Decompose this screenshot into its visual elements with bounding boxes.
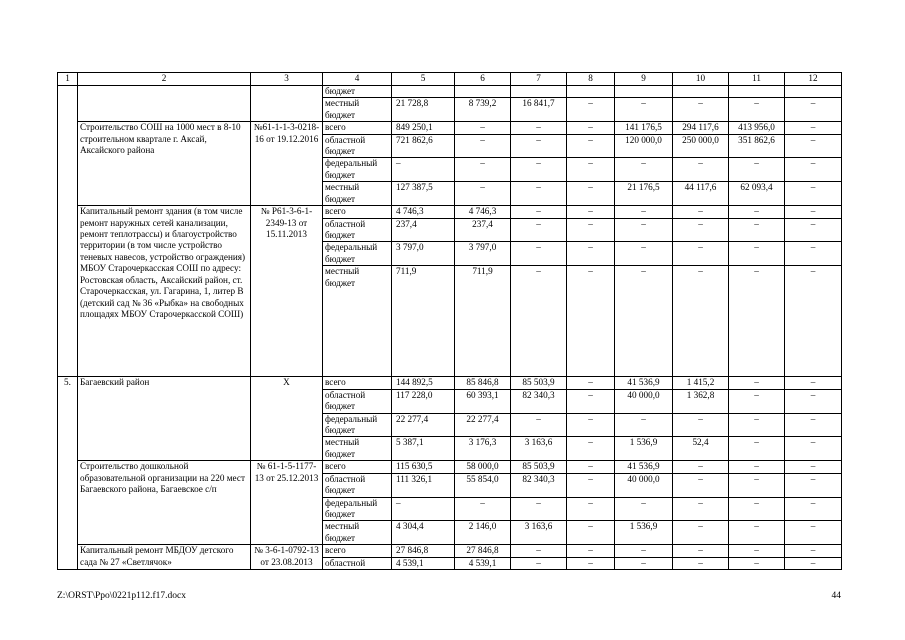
value-cell: – bbox=[615, 266, 673, 377]
value-cell: 849 250,1 bbox=[392, 122, 455, 134]
document-number-cell bbox=[251, 86, 323, 122]
value-cell: – bbox=[392, 497, 455, 521]
value-cell: – bbox=[511, 266, 567, 377]
value-cell: 144 892,5 bbox=[392, 377, 455, 389]
value-cell: – bbox=[673, 206, 729, 218]
value-cell: 120 000,0 bbox=[615, 134, 673, 158]
funding-source-cell: всего bbox=[323, 545, 392, 557]
funding-source-cell: областной bbox=[323, 557, 392, 569]
header-cell: 6 bbox=[455, 73, 511, 86]
value-cell: – bbox=[673, 413, 729, 437]
value-cell: 27 846,8 bbox=[392, 545, 455, 557]
value-cell: 85 503,9 bbox=[511, 461, 567, 473]
value-cell: – bbox=[729, 437, 785, 461]
value-cell: – bbox=[511, 497, 567, 521]
header-cell: 11 bbox=[729, 73, 785, 86]
value-cell: 85 503,9 bbox=[511, 377, 567, 389]
object-name-cell: Капитальный ремонт здания (в том числе ремонт наружных сетей канализации, ремонт теплотрассы) и благоустройство территории (в том числе устройство теневых навесов, устройство ограждения) МБОУ Старочеркасская СОШ по адресу: Ростовская область, Аксайский район, ст. Старочеркасская, ул. Гагарина, 1, литер В (детский сад № 36 «Рыбка» на свободных площадях МБОУ Старочеркасской СОШ) bbox=[78, 206, 251, 377]
value-cell: 4 539,1 bbox=[455, 557, 511, 569]
object-name-cell: Капитальный ремонт МБДОУ детского сада № 27 «Светлячок» bbox=[78, 545, 251, 570]
value-cell: – bbox=[455, 158, 511, 182]
value-cell: – bbox=[511, 242, 567, 266]
value-cell: 44 117,6 bbox=[673, 182, 729, 206]
value-cell: 85 846,8 bbox=[455, 377, 511, 389]
funding-source-cell: федеральный бюджет bbox=[323, 158, 392, 182]
value-cell: 351 862,6 bbox=[729, 134, 785, 158]
value-cell: – bbox=[567, 206, 615, 218]
value-cell: – bbox=[729, 473, 785, 497]
value-cell: 62 093,4 bbox=[729, 182, 785, 206]
value-cell bbox=[455, 86, 511, 98]
footer-file-path: Z:\ORST\Ppo\0221p112.f17.docx bbox=[57, 591, 186, 601]
value-cell: 1 415,2 bbox=[673, 377, 729, 389]
value-cell: – bbox=[785, 206, 842, 218]
value-cell: – bbox=[729, 266, 785, 377]
value-cell: 4 304,4 bbox=[392, 521, 455, 545]
funding-source-cell: местный бюджет bbox=[323, 437, 392, 461]
value-cell: – bbox=[615, 242, 673, 266]
budget-table bbox=[57, 72, 842, 570]
value-cell: 3 797,0 bbox=[392, 242, 455, 266]
value-cell: – bbox=[785, 497, 842, 521]
value-cell: 82 340,3 bbox=[511, 389, 567, 413]
value-cell: – bbox=[567, 497, 615, 521]
value-cell: – bbox=[615, 545, 673, 557]
value-cell: 27 846,8 bbox=[455, 545, 511, 557]
value-cell: – bbox=[615, 206, 673, 218]
value-cell: – bbox=[785, 98, 842, 122]
object-name-cell: Строительство СОШ на 1000 мест в 8-10 строительном квартале г. Аксай, Аксайского района bbox=[78, 122, 251, 206]
value-cell: 40 000,0 bbox=[615, 473, 673, 497]
value-cell: – bbox=[729, 206, 785, 218]
value-cell: – bbox=[729, 461, 785, 473]
value-cell: – bbox=[455, 134, 511, 158]
value-cell: – bbox=[567, 98, 615, 122]
header-cell: 3 bbox=[251, 73, 323, 86]
funding-source-cell: федеральный бюджет bbox=[323, 413, 392, 437]
value-cell: – bbox=[567, 413, 615, 437]
value-cell: – bbox=[785, 437, 842, 461]
value-cell: – bbox=[729, 377, 785, 389]
value-cell: 117 228,0 bbox=[392, 389, 455, 413]
value-cell: 413 956,0 bbox=[729, 122, 785, 134]
value-cell: 8 739,2 bbox=[455, 98, 511, 122]
funding-source-cell: областной бюджет bbox=[323, 218, 392, 242]
value-cell: – bbox=[785, 242, 842, 266]
value-cell: – bbox=[785, 377, 842, 389]
document-table-container bbox=[57, 72, 841, 570]
value-cell: – bbox=[567, 158, 615, 182]
value-cell: 16 841,7 bbox=[511, 98, 567, 122]
value-cell: – bbox=[567, 122, 615, 134]
value-cell: – bbox=[673, 218, 729, 242]
value-cell: 55 854,0 bbox=[455, 473, 511, 497]
value-cell: – bbox=[511, 122, 567, 134]
value-cell: – bbox=[729, 389, 785, 413]
value-cell: – bbox=[673, 266, 729, 377]
value-cell: – bbox=[785, 545, 842, 557]
value-cell: – bbox=[567, 437, 615, 461]
value-cell: – bbox=[673, 473, 729, 497]
value-cell: – bbox=[673, 98, 729, 122]
value-cell: – bbox=[567, 545, 615, 557]
value-cell: – bbox=[785, 134, 842, 158]
value-cell: – bbox=[567, 377, 615, 389]
header-cell: 7 bbox=[511, 73, 567, 86]
value-cell: – bbox=[567, 389, 615, 413]
value-cell: – bbox=[567, 521, 615, 545]
object-name-cell: Багаевский район bbox=[78, 377, 251, 461]
value-cell: – bbox=[615, 557, 673, 569]
header-cell: 9 bbox=[615, 73, 673, 86]
value-cell: 237,4 bbox=[392, 218, 455, 242]
page-number: 44 bbox=[831, 591, 841, 601]
value-cell: – bbox=[785, 413, 842, 437]
value-cell: 22 277,4 bbox=[455, 413, 511, 437]
value-cell: – bbox=[729, 557, 785, 569]
value-cell: – bbox=[673, 557, 729, 569]
value-cell: – bbox=[785, 182, 842, 206]
funding-source-cell: федеральный бюджет bbox=[323, 497, 392, 521]
value-cell: 41 536,9 bbox=[615, 377, 673, 389]
value-cell: 5 387,1 bbox=[392, 437, 455, 461]
value-cell bbox=[392, 86, 455, 98]
value-cell: 3 163,6 bbox=[511, 437, 567, 461]
header-row bbox=[58, 73, 842, 86]
value-cell: – bbox=[785, 521, 842, 545]
value-cell: 250 000,0 bbox=[673, 134, 729, 158]
funding-source-cell: всего bbox=[323, 461, 392, 473]
value-cell: 711,9 bbox=[455, 266, 511, 377]
value-cell: – bbox=[785, 218, 842, 242]
value-cell: 1 362,8 bbox=[673, 389, 729, 413]
value-cell: – bbox=[729, 521, 785, 545]
value-cell: 4 746,3 bbox=[392, 206, 455, 218]
value-cell: 115 630,5 bbox=[392, 461, 455, 473]
table-row bbox=[58, 86, 842, 98]
header-cell: 12 bbox=[785, 73, 842, 86]
value-cell: 1 536,9 bbox=[615, 437, 673, 461]
value-cell: – bbox=[511, 158, 567, 182]
row-number-cell bbox=[58, 86, 78, 377]
value-cell: 60 393,1 bbox=[455, 389, 511, 413]
value-cell: 127 387,5 bbox=[392, 182, 455, 206]
table-body bbox=[58, 86, 842, 570]
header-cell: 4 bbox=[323, 73, 392, 86]
value-cell: 141 176,5 bbox=[615, 122, 673, 134]
value-cell: – bbox=[673, 497, 729, 521]
value-cell: – bbox=[392, 158, 455, 182]
value-cell: – bbox=[785, 158, 842, 182]
value-cell bbox=[785, 86, 842, 98]
value-cell: – bbox=[729, 218, 785, 242]
value-cell: 3 176,3 bbox=[455, 437, 511, 461]
document-number-cell: № 61-1-5-1177-13 от 25.12.2013 bbox=[251, 461, 323, 545]
value-cell: – bbox=[729, 242, 785, 266]
document-number-cell: № 3-6-1-0792-13 от 23.08.2013 bbox=[251, 545, 323, 570]
value-cell: 58 000,0 bbox=[455, 461, 511, 473]
value-cell: – bbox=[729, 413, 785, 437]
value-cell: – bbox=[455, 182, 511, 206]
value-cell: – bbox=[567, 134, 615, 158]
value-cell: – bbox=[729, 497, 785, 521]
value-cell: – bbox=[511, 206, 567, 218]
value-cell: – bbox=[729, 98, 785, 122]
value-cell: – bbox=[455, 497, 511, 521]
value-cell: – bbox=[785, 389, 842, 413]
funding-source-cell: всего bbox=[323, 122, 392, 134]
value-cell: – bbox=[615, 413, 673, 437]
value-cell: – bbox=[785, 473, 842, 497]
value-cell: – bbox=[567, 218, 615, 242]
value-cell: 2 146,0 bbox=[455, 521, 511, 545]
document-number-cell: Х bbox=[251, 377, 323, 461]
funding-source-cell: федеральный бюджет bbox=[323, 242, 392, 266]
value-cell: – bbox=[615, 98, 673, 122]
value-cell: – bbox=[785, 461, 842, 473]
value-cell: 3 163,6 bbox=[511, 521, 567, 545]
value-cell: 82 340,3 bbox=[511, 473, 567, 497]
value-cell: 4 746,3 bbox=[455, 206, 511, 218]
document-number-cell: №61-1-1-3-0218-16 от 19.12.2016 bbox=[251, 122, 323, 206]
value-cell: – bbox=[785, 266, 842, 377]
value-cell: – bbox=[615, 158, 673, 182]
value-cell: – bbox=[511, 545, 567, 557]
value-cell: 237,4 bbox=[455, 218, 511, 242]
header-cell: 10 bbox=[673, 73, 729, 86]
table-row bbox=[58, 206, 842, 218]
value-cell: – bbox=[511, 218, 567, 242]
value-cell: – bbox=[511, 134, 567, 158]
value-cell: – bbox=[567, 266, 615, 377]
table-row bbox=[58, 461, 842, 473]
value-cell: – bbox=[511, 413, 567, 437]
value-cell: 52,4 bbox=[673, 437, 729, 461]
value-cell: 40 000,0 bbox=[615, 389, 673, 413]
value-cell: – bbox=[511, 557, 567, 569]
funding-source-cell: местный бюджет bbox=[323, 266, 392, 377]
header-cell: 5 bbox=[392, 73, 455, 86]
table-row bbox=[58, 377, 842, 389]
table-row bbox=[58, 122, 842, 134]
value-cell: – bbox=[455, 122, 511, 134]
value-cell: – bbox=[567, 473, 615, 497]
value-cell: – bbox=[567, 557, 615, 569]
value-cell: 22 277,4 bbox=[392, 413, 455, 437]
funding-source-cell: всего bbox=[323, 206, 392, 218]
object-name-cell: Строительство дошкольной образовательной организации на 220 мест Багаевского района, Багаевское с/п bbox=[78, 461, 251, 545]
object-name-cell bbox=[78, 86, 251, 122]
value-cell: – bbox=[567, 182, 615, 206]
header-cell: 1 bbox=[58, 73, 78, 86]
value-cell: – bbox=[673, 545, 729, 557]
value-cell bbox=[729, 86, 785, 98]
value-cell: 721 862,6 bbox=[392, 134, 455, 158]
value-cell: 711,9 bbox=[392, 266, 455, 377]
value-cell bbox=[567, 86, 615, 98]
funding-source-cell: местный бюджет bbox=[323, 521, 392, 545]
value-cell: – bbox=[567, 461, 615, 473]
value-cell: – bbox=[673, 158, 729, 182]
funding-source-cell: областной бюджет bbox=[323, 473, 392, 497]
funding-source-cell: местный бюджет bbox=[323, 182, 392, 206]
value-cell: 4 539,1 bbox=[392, 557, 455, 569]
funding-source-cell: областной бюджет bbox=[323, 134, 392, 158]
value-cell: 294 117,6 bbox=[673, 122, 729, 134]
value-cell: – bbox=[673, 461, 729, 473]
value-cell: 41 536,9 bbox=[615, 461, 673, 473]
value-cell: 111 326,1 bbox=[392, 473, 455, 497]
value-cell: – bbox=[673, 521, 729, 545]
value-cell: 1 536,9 bbox=[615, 521, 673, 545]
value-cell bbox=[615, 86, 673, 98]
value-cell: – bbox=[511, 182, 567, 206]
header-cell: 8 bbox=[567, 73, 615, 86]
funding-source-cell: местный бюджет bbox=[323, 98, 392, 122]
value-cell: – bbox=[729, 545, 785, 557]
value-cell: – bbox=[567, 242, 615, 266]
value-cell: 3 797,0 bbox=[455, 242, 511, 266]
value-cell: – bbox=[615, 218, 673, 242]
row-number-cell: 5. bbox=[58, 377, 78, 570]
value-cell: – bbox=[673, 242, 729, 266]
value-cell: 21 728,8 bbox=[392, 98, 455, 122]
funding-source-cell: бюджет bbox=[323, 86, 392, 98]
value-cell bbox=[511, 86, 567, 98]
value-cell: – bbox=[729, 158, 785, 182]
value-cell: – bbox=[615, 497, 673, 521]
document-number-cell: № Р61-3-6-1-2349-13 от 15.11.2013 bbox=[251, 206, 323, 377]
table-row bbox=[58, 545, 842, 557]
value-cell: – bbox=[785, 122, 842, 134]
value-cell: 21 176,5 bbox=[615, 182, 673, 206]
value-cell: – bbox=[785, 557, 842, 569]
funding-source-cell: областной бюджет bbox=[323, 389, 392, 413]
value-cell bbox=[673, 86, 729, 98]
funding-source-cell: всего bbox=[323, 377, 392, 389]
header-cell: 2 bbox=[78, 73, 251, 86]
